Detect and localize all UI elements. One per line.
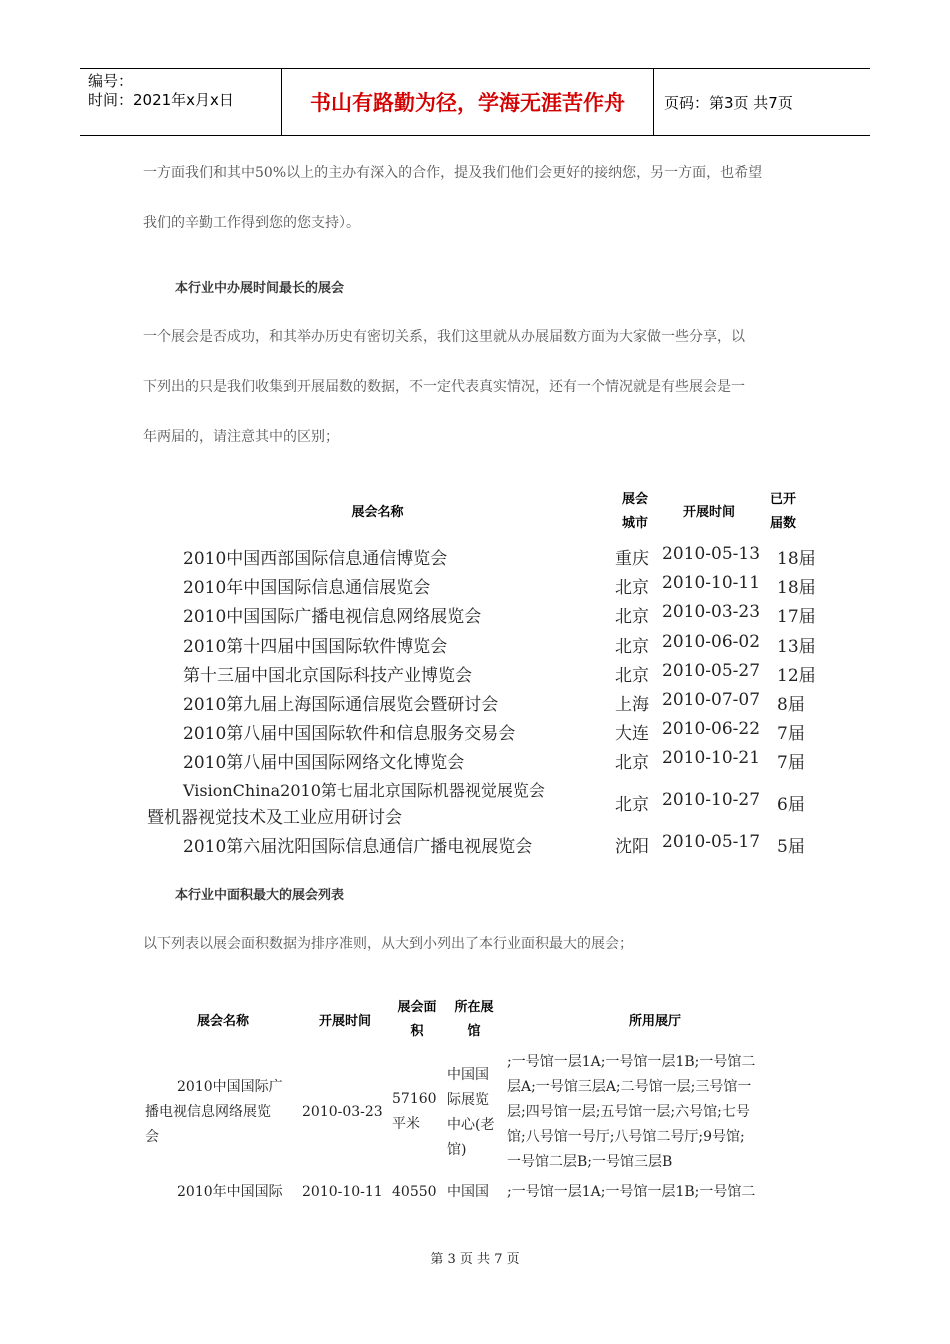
section2-line-1: 以下列表以展会面积数据为排序准则，从大到小列出了本行业面积最大的展会；	[143, 936, 633, 952]
time-label: 时间：2021年x月x日	[88, 91, 234, 109]
row-date: 2010-06-02	[662, 632, 761, 652]
section-heading-largest: 本行业中面积最大的展会列表	[175, 888, 345, 903]
t1-header-count-l1: 已开	[769, 492, 796, 507]
section1-line-3: 年两届的，请注意其中的区别；	[143, 429, 339, 445]
row-date: 2010-05-13	[662, 544, 761, 564]
page-footer: 第 3 页 共 7 页	[430, 1252, 520, 1267]
row-name: 2010第十四届中国国际软件博览会	[183, 637, 448, 657]
row-city: 北京	[615, 607, 649, 627]
row-city: 大连	[615, 724, 649, 744]
t2-row1-halls-l5: 一号馆二层B;一号馆三层B	[507, 1154, 673, 1170]
row-date: 2010-10-11	[662, 573, 761, 593]
t2-header-venue-l2: 馆	[467, 1024, 481, 1039]
row-name: 2010中国西部国际信息通信博览会	[183, 549, 448, 569]
row-date: 2010-03-23	[662, 602, 761, 622]
t2-header-area-l1: 展会面	[397, 1000, 437, 1015]
t2-row1-area-l1: 57160	[392, 1091, 437, 1107]
row-count: 6届	[777, 795, 805, 815]
t2-header-venue	[446, 996, 502, 1044]
t1-header-city-l2: 城市	[621, 516, 648, 531]
t2-row1-name-l1: 2010中国国际广	[177, 1079, 283, 1095]
row-date: 2010-05-17	[662, 832, 761, 852]
intro-line-2: 我们的辛勤工作得到您的您支持）。	[143, 215, 360, 231]
t2-header-area-l2: 积	[410, 1024, 424, 1039]
t2-row1-name	[145, 1075, 300, 1150]
t2-row1-venue-l4: 馆)	[447, 1142, 467, 1158]
t2-row1-halls-l4: 馆;八号馆一号厅;八号馆二号厅;9号馆;	[507, 1129, 745, 1145]
header-page-info: 页码：第3页 共7页	[664, 93, 793, 112]
row-count: 17届	[777, 607, 816, 627]
page-header	[80, 68, 870, 136]
t2-row1-halls-l3: 层;四号馆一层;五号馆一层;六号馆;七号	[507, 1104, 750, 1120]
row-date: 2010-06-22	[662, 719, 761, 739]
t2-row1-date: 2010-03-23	[302, 1104, 383, 1120]
t2-row2-date: 2010-10-11	[302, 1184, 383, 1200]
t2-row1-halls-l1: ;一号馆一层1A;一号馆一层1B;一号馆二	[507, 1054, 756, 1070]
row-count: 12届	[777, 666, 816, 686]
t2-row2-name: 2010年中国国际	[177, 1184, 283, 1200]
t2-row1-area	[392, 1087, 437, 1137]
t2-header-venue-l1: 所在展	[454, 1000, 494, 1015]
header-meta	[80, 69, 282, 135]
t2-row1-name-l2: 播电视信息网络展览	[145, 1104, 271, 1120]
row-city: 北京	[615, 795, 649, 815]
row-date: 2010-10-27	[662, 790, 761, 810]
row-date: 2010-07-07	[662, 690, 761, 710]
row-city: 北京	[615, 753, 649, 773]
row-city: 北京	[615, 578, 649, 598]
row-count: 13届	[777, 637, 816, 657]
row-city: 重庆	[615, 549, 649, 569]
t2-row2-halls: ;一号馆一层1A;一号馆一层1B;一号馆二	[507, 1184, 756, 1200]
row-count: 8届	[777, 695, 805, 715]
t2-row2-venue: 中国国	[447, 1184, 489, 1200]
t2-row1-venue-l2: 际展览	[447, 1092, 489, 1108]
t2-row1-halls-l2: 层A;一号馆三层A;二号馆一层;三号馆一	[507, 1079, 752, 1095]
section-heading-longest: 本行业中办展时间最长的展会	[175, 281, 345, 296]
row-date: 2010-05-27	[662, 661, 761, 681]
t1-header-count	[760, 488, 806, 536]
t2-header-area	[390, 996, 444, 1044]
header-motto: 书山有路勤为径，学海无涯苦作舟	[282, 69, 654, 135]
row-name: 2010第九届上海国际通信展览会暨研讨会	[183, 695, 499, 715]
t2-header-name: 展会名称	[196, 1014, 249, 1029]
t2-row1-venue	[447, 1063, 494, 1163]
row-date: 2010-10-21	[662, 748, 761, 768]
t1-header-city-l1: 展会	[621, 492, 648, 507]
t2-row2-area: 40550	[392, 1184, 437, 1200]
row-count: 7届	[777, 724, 805, 744]
row-name: 2010第八届中国国际网络文化博览会	[183, 753, 465, 773]
t1-header-count-l2: 届数	[769, 516, 796, 531]
row-city: 北京	[615, 666, 649, 686]
section1-line-1: 一个展会是否成功，和其举办历史有密切关系，我们这里就从办展届数方面为大家做一些分享，以	[143, 329, 745, 345]
t2-row1-halls	[507, 1050, 802, 1175]
t1-header-name: 展会名称	[351, 505, 404, 520]
row-count: 5届	[777, 837, 805, 857]
row-count: 18届	[777, 578, 816, 598]
row-city: 北京	[615, 637, 649, 657]
t2-row1-area-l2: 平米	[392, 1116, 420, 1132]
t2-row1-venue-l3: 中心(老	[447, 1117, 495, 1133]
row-name: 2010第六届沈阳国际信息通信广播电视展览会	[183, 837, 533, 857]
row-count: 7届	[777, 753, 805, 773]
row-city: 上海	[615, 695, 649, 715]
row-name: 2010第八届中国国际软件和信息服务交易会	[183, 724, 516, 744]
t2-header-date: 开展时间	[318, 1014, 371, 1029]
row-name: VisionChina2010第七届北京国际机器视觉展览会	[183, 781, 545, 800]
row-city: 沈阳	[615, 837, 649, 857]
row-name: 2010年中国国际信息通信展览会	[183, 578, 431, 598]
t2-row1-venue-l1: 中国国	[447, 1067, 489, 1083]
t1-header-date: 开展时间	[682, 505, 735, 520]
section1-line-2: 下列出的只是我们收集到开展届数的数据，不一定代表真实情况，还有一个情况就是有些展会是一	[143, 379, 745, 395]
row-name: 2010中国国际广播电视信息网络展览会	[183, 607, 482, 627]
number-label: 编号：	[88, 72, 134, 90]
row-name: 第十三届中国北京国际科技产业博览会	[183, 666, 472, 686]
t2-header-halls: 所用展厅	[628, 1014, 681, 1029]
intro-line-1: 一方面我们和其中50%以上的主办有深入的合作，提及我们他们会更好的接纳您，另一方面，也希望	[143, 165, 763, 181]
row-name-line-2: 暨机器视觉技术及工业应用研讨会	[147, 808, 402, 828]
row-count: 18届	[777, 549, 816, 569]
t2-row1-name-l3: 会	[145, 1129, 159, 1145]
t1-header-city	[612, 488, 658, 536]
